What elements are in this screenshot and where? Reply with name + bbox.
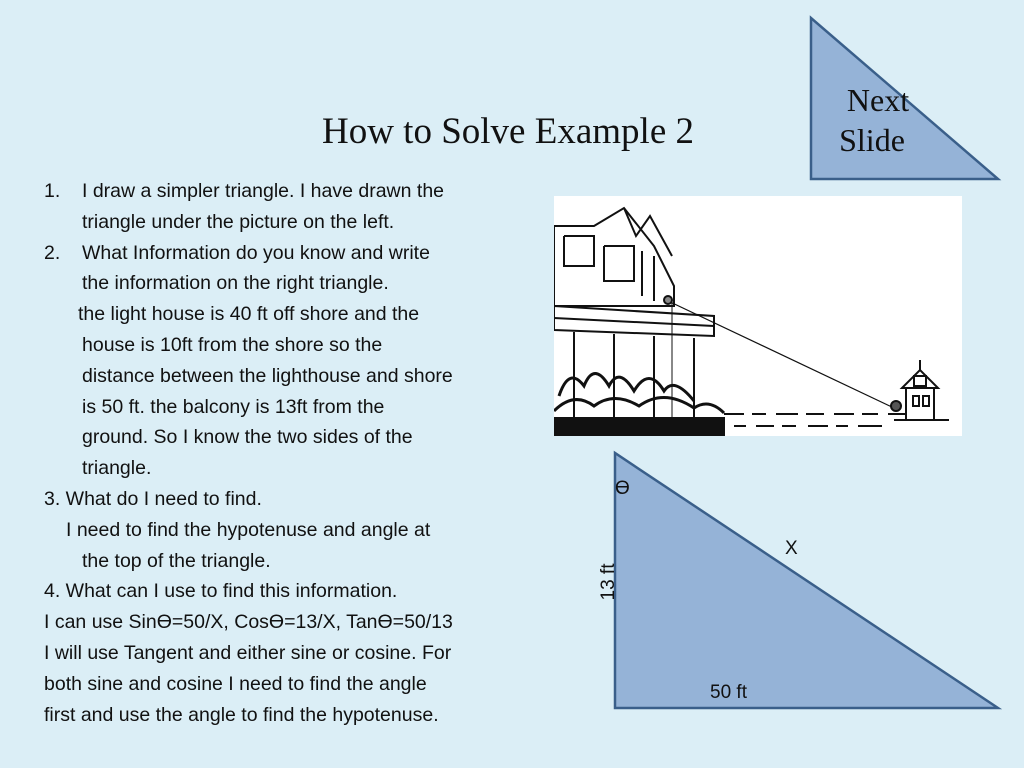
step-3-line-c: the top of the triangle. bbox=[82, 549, 271, 572]
step-3-line-a: 3. What do I need to find. bbox=[44, 487, 262, 510]
step-4-line-b: I can use Sinϴ=50/X, Cosϴ=13/X, Tanϴ=50/13 bbox=[44, 611, 453, 634]
step-2-line-f: is 50 ft. the balcony is 13ft from the bbox=[82, 395, 385, 418]
step-2-line-a: 2. What Information do you know and write bbox=[44, 241, 430, 264]
angle-theta-label: ϴ bbox=[615, 478, 630, 499]
vertical-side-label: 13 ft bbox=[598, 563, 619, 601]
step-2-line-c: the light house is 40 ft off shore and the bbox=[78, 303, 420, 326]
house-lighthouse-illustration bbox=[554, 196, 962, 436]
right-triangle-diagram bbox=[600, 448, 1010, 718]
step-4-line-d: both sine and cosine I need to find the angle bbox=[44, 672, 427, 695]
step-2-line-d: house is 10ft from the shore so the bbox=[82, 333, 383, 356]
hypotenuse-label: X bbox=[785, 538, 798, 559]
step-1-line-b: triangle under the picture on the left. bbox=[82, 210, 395, 233]
step-1-line-a: 1. I draw a simpler triangle. I have drawn the bbox=[44, 180, 445, 202]
step-2-line-b: the information on the right triangle. bbox=[82, 272, 389, 295]
next-slide-button[interactable] bbox=[800, 8, 1010, 188]
step-2-line-g: ground. So I know the two sides of the bbox=[82, 426, 413, 449]
step-2-line-e: distance between the lighthouse and shore bbox=[82, 364, 453, 387]
next-slide-label: Next Slide bbox=[839, 82, 910, 158]
step-4-line-e: first and use the angle to find the hypotenuse. bbox=[44, 703, 439, 726]
step-2-line-h: triangle. bbox=[82, 457, 152, 480]
steps-text bbox=[44, 176, 544, 730]
right-triangle-shape bbox=[600, 448, 1010, 718]
slide-title: How to Solve Example 2 bbox=[321, 111, 694, 152]
base-side-label: 50 ft bbox=[710, 682, 747, 703]
step-3-line-b: I need to find the hypotenuse and angle at bbox=[66, 518, 431, 541]
step-4-line-c: I will use Tangent and either sine or cosine. For bbox=[44, 641, 452, 664]
step-4-line-a: 4. What can I use to find this information. bbox=[44, 580, 398, 603]
